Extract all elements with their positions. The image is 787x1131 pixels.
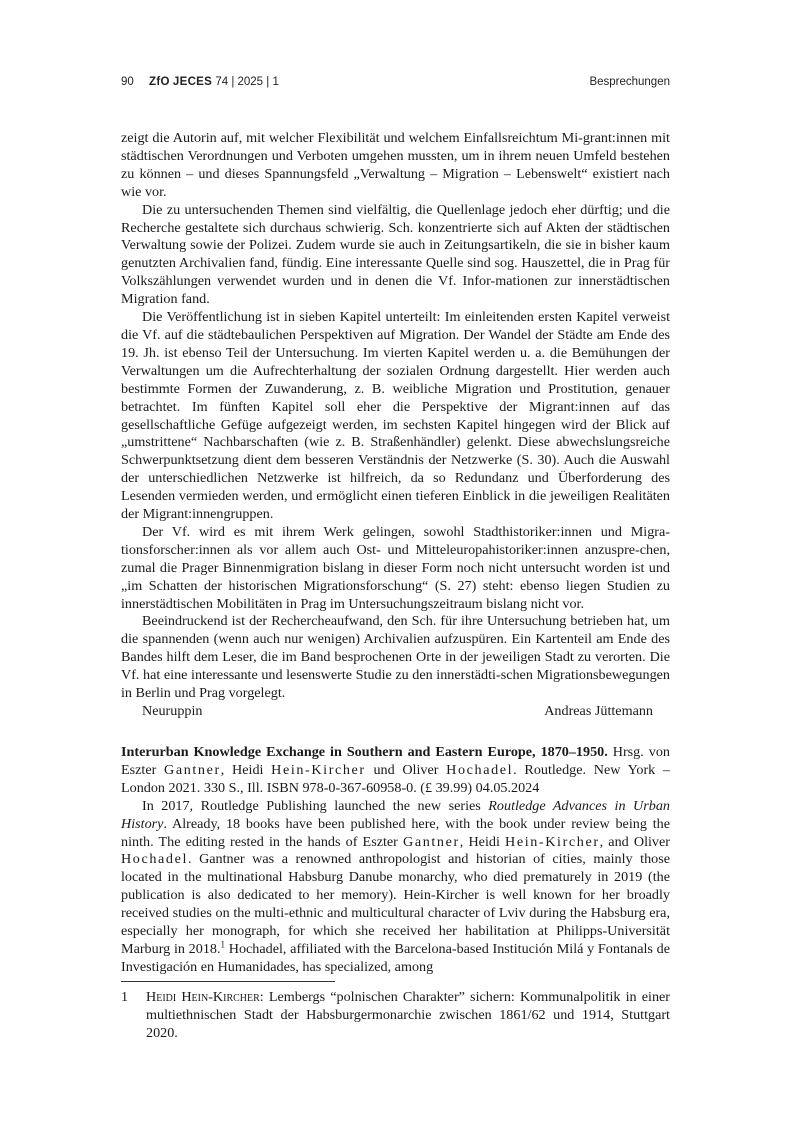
journal-name (149, 76, 279, 88)
editor-surname: Hein-Kircher (271, 761, 366, 778)
footnote-body: : Lembergs “polnischen Charakter” sichern: Kommunalpolitik in einer multiethnischen Stadt der Habsburgermonarchie zwischen 1861/62 und 1914, Stuttgart 2020. (146, 989, 670, 1041)
paragraph: Die zu untersuchenden Themen sind vielfältig, die Quellenlage jedoch eher dürftig; und die Recherche gestaltete sich durchaus schwierig. Sch. konzentrierte sich auf Akten der städtischen Verwaltung sowie der Polizei. Zudem wurde sie auch in Zeitungsartikeln, die sie in bisher kaum genutzten Archivalien fand, fündig. Eine interessante Quelle sind sog. Hauszettel, die in Prag für Volkszählungen verwendet wurden und in denen die Vf. Infor-mationen zur innerstädtischen Migration fand. (121, 201, 670, 308)
paragraph: Beeindruckend ist der Rechercheaufwand, den Sch. für ihre Untersuchung betrieben hat, um die spannenden (wenn auch nur wenigen) Archivalien aufzuspüren. Ein Kartenteil am Ende des Bandes hilft dem Leser, die im Band besprochenen Orte in der jeweiligen Stadt zu verorten. Die Vf. hat eine interessante und lesenswerte Studie zu den innerstädti-schen Migrationsbewegungen in Berlin und Prag vorgelegt. (121, 613, 670, 702)
book-title: Interurban Knowledge Exchange in Southern and Eastern Europe, 1870–1950. (121, 744, 608, 760)
reviewer-place: Neuruppin (142, 703, 203, 719)
text-run: , Heidi (459, 833, 500, 850)
page-number: 90 (121, 76, 134, 88)
editor-surname: Hochadel (121, 851, 188, 868)
footnote-number: 1 (121, 989, 129, 1005)
editor-surname: Gantner (403, 833, 460, 850)
text-run: In 2017, Routledge Publishing launched the new series (142, 797, 481, 814)
footnote-text (146, 989, 670, 1043)
book-details: . Routledge. New York – London 2021. 330 S., Ill. ISBN 978-0-367-60958-0. (£ 39.99) 04.05.2024 (121, 761, 670, 796)
review-signature (121, 703, 670, 721)
reviewer-name: Andreas Jüttemann (544, 703, 653, 719)
editor-surname: Hein-Kircher (505, 833, 600, 850)
editors-text: und Oliver (373, 761, 439, 778)
series-name: Routledge Advances in Urban History (121, 797, 670, 832)
section-name: Besprechungen (589, 76, 670, 88)
journal-abbreviation: JECES (172, 76, 213, 88)
paragraph (121, 798, 670, 977)
editors-prefix: Hrsg. von Eszter (121, 744, 670, 778)
editors-text: , Heidi (220, 761, 264, 778)
footnote-separator (121, 981, 335, 982)
paragraph: Die Veröffentlichung ist in sieben Kapitel unterteilt: Im einleitenden ersten Kapitel verweist die Vf. auf die städtebaulichen Perspektiven auf Migration. Der Wandel der Städte am Ende des 19. Jh. ist ebenso Teil der Untersuchung. Im vierten Kapitel werden u. a. die Bemühungen der Verwaltungen um die Aufrechterhaltung der sozialen Ordnung dargestellt. Hier werden auch bestimmte Formen der Zuwanderung, z. B. weibliche Migration und Prostitution, genauer betrachtet. Im fünften Kapitel soll eher die Perspektive der Migrant:innen auf das gesellschaftliche Gefüge aufgezeigt werden, im sechsten Kapitel hingegen wird der Blick auf „umstrittene“ Nachbarschaften (wie z. B. Straßenhändler) gelenkt. Diese abwechslungsreiche Schwerpunktsetzung dient dem besseren Verständnis der Netzwerke (S. 30). Auch die Auswahl der unterschiedlichen Netzwerke ist hilfreich, da so Redundanz und Überforderung des Lesenden vermieden werden, und ermöglicht einen tieferen Einblick in die jeweiligen Realitäten der Migrant:innengruppen. (121, 309, 670, 523)
review-new (121, 744, 670, 977)
footnote-reference[interactable]: 1 (220, 939, 225, 950)
text-run: . Already, 18 books have been published here, with the book under review being the ninth. The editing rested in the hands of Eszter (121, 815, 670, 850)
volume-issue: 74 | 2025 | 1 (215, 76, 279, 88)
editor-surname: Hochadel (446, 761, 514, 778)
paragraph: zeigt die Autorin auf, mit welcher Flexibilität und welchem Einfallsreichtum Mi-grant:innen mit städtischen Verordnungen und Verboten umgehen mussten, um in ihrem neuen Umfeld bestehen zu können – und dieses Spannungsfeld „Verwaltung – Migration – Lebenswelt“ existiert nach wie vor. (121, 130, 670, 200)
footnote (121, 989, 670, 1043)
paragraph: Der Vf. wird es mit ihrem Werk gelingen, sowohl Stadthistoriker:innen und Migra-tionsforscher:innen als vor allem auch Ost- und Mitteleuropahistoriker:innen anzuspre-chen, zumal die Prager Binnenmigration bislang in dieser Form noch nicht untersucht worden ist und „im Schatten der historischen Migrationsforschung“ (S. 27) steht: ebenso liegen Studien zu innerstädtischen Mobilitäten in Prag im Untersuchungszeitraum bislang nicht vor. (121, 523, 670, 612)
text-run: . Gantner was a renowned anthropologist and historian of cities, mainly those located in the multinational Habsburg Danube monarchy, who died prematurely in 2019 (the publication is also dedicated to her memory). Hein-Kircher is well known for her broadly received studies on the multi-ethnic and multicultural character of Lviv during the Habsburg era, especially her monograph, for which she received her habilitation at Philipps-Universität Marburg in 2018. (121, 851, 670, 957)
editor-surname: Gantner (164, 761, 221, 778)
text-run: Hochadel, affiliated with the Barcelona-based Institución Milá y Fontanals de Investigación en Humanidades, has specialized, among (121, 940, 670, 975)
review-continuation (121, 130, 670, 721)
journal-title: ZfO (149, 76, 170, 88)
footnote-author: Heidi Hein-Kircher (146, 989, 260, 1005)
text-run: , and Oliver (599, 833, 670, 850)
running-head (121, 76, 670, 92)
review-header (121, 744, 670, 798)
